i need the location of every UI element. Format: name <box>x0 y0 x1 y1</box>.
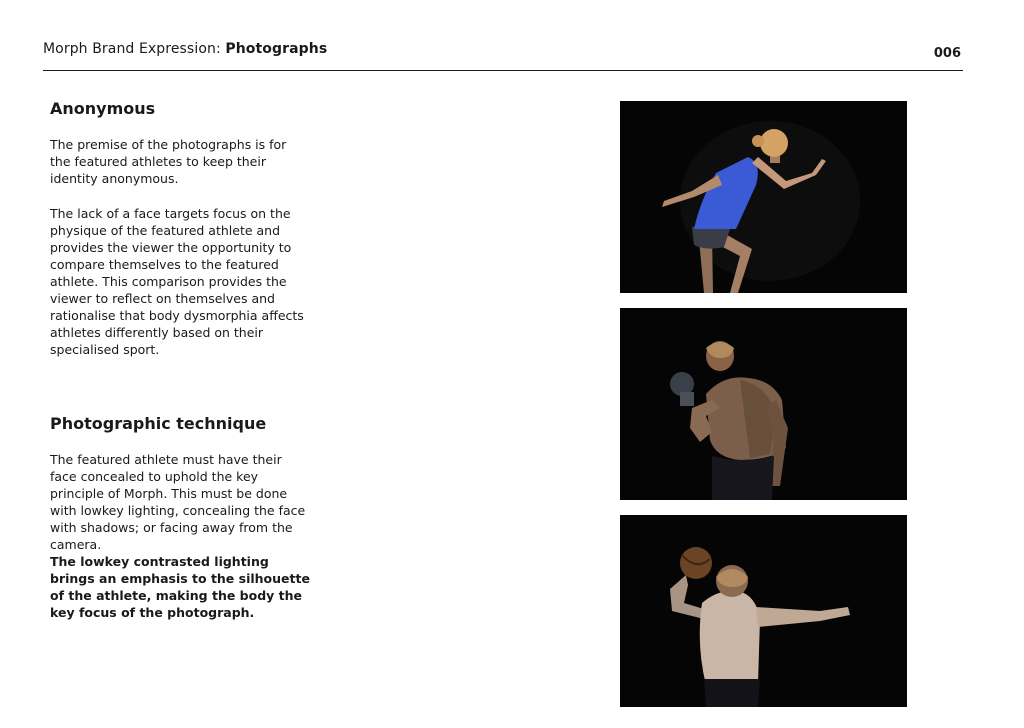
header-title-bold: Photographs <box>225 41 328 57</box>
heading-anonymous: Anonymous <box>50 99 156 118</box>
boxer-photo <box>620 308 907 500</box>
technique-paragraph-1: The featured athlete must have their face concealed to uphold the key principle of Morph. This must be done with lowkey lighting, concealing the face with shadows; or facing away from the camera. <box>50 452 306 552</box>
ball-thrower-photo <box>620 515 907 707</box>
anonymous-paragraph-1: The premise of the photographs is for the featured athletes to keep their identity anonymous. <box>50 137 287 186</box>
anonymous-paragraph-2: The lack of a face targets focus on the physique of the featured athlete and provides the viewer the opportunity to compare themselves to the featured athlete. This comparison provides the viewer to reflect on themselves and rationalise that body dysmorphia affects athletes differently based on their specialised sport. <box>50 206 304 357</box>
header-title <box>43 41 327 57</box>
page-header <box>43 40 963 71</box>
heading-technique: Photographic technique <box>50 414 267 433</box>
header-prefix: Morph Brand Expression: <box>43 41 226 57</box>
technique-paragraph-2: The lowkey contrasted lighting brings an emphasis to the silhouette of the athlete, making the body the key focus of the photograph. <box>50 554 310 620</box>
page-number: 006 <box>933 46 961 61</box>
runner-photo <box>620 101 907 293</box>
